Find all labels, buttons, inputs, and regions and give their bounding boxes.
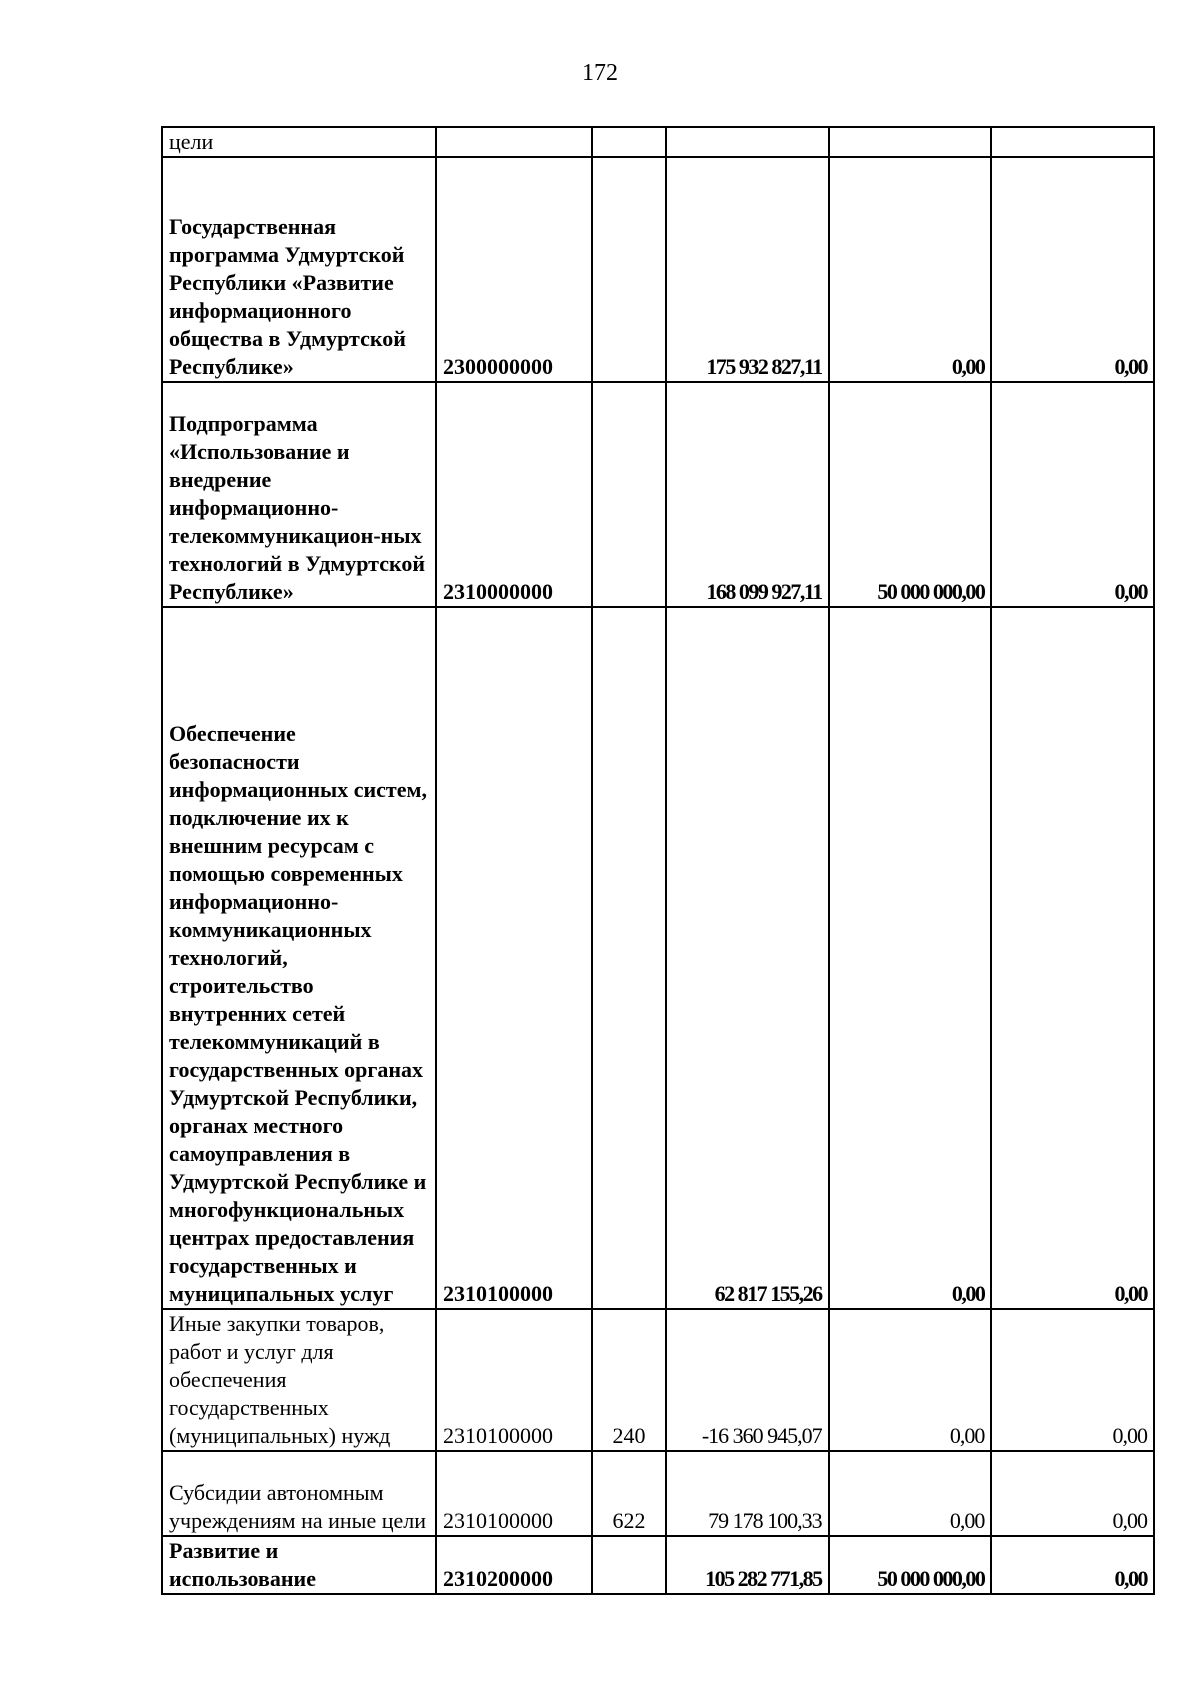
row-amount-2: 0,00 <box>829 607 992 1309</box>
row-amount-3: 0,00 <box>991 1309 1154 1451</box>
row-name: Иные закупки товаров, работ и услуг для обеспечения государственных (муниципальных) нужд <box>162 1309 436 1451</box>
row-amount-1: -16 360 945,07 <box>666 1309 829 1451</box>
row-amount-2 <box>829 127 992 157</box>
table-row <box>162 127 1154 157</box>
row-code: 2310000000 <box>436 382 592 607</box>
row-amount-1: 105 282 771,85 <box>666 1536 829 1594</box>
row-amount-3: 0,00 <box>991 607 1154 1309</box>
row-amount-2: 0,00 <box>829 157 992 382</box>
table-row <box>162 382 1154 607</box>
row-code: 2300000000 <box>436 157 592 382</box>
row-expense-type <box>592 382 666 607</box>
row-name: цели <box>162 127 436 157</box>
table-row <box>162 157 1154 382</box>
row-expense-type <box>592 127 666 157</box>
row-name: Подпрограмма «Использование и внедрение информационно-телекоммуникацион-ных технологий в Удмуртской Республике» <box>162 382 436 607</box>
row-amount-2: 0,00 <box>829 1451 992 1536</box>
row-amount-1: 168 099 927,11 <box>666 382 829 607</box>
row-amount-2: 0,00 <box>829 1309 992 1451</box>
row-code <box>436 127 592 157</box>
row-amount-1 <box>666 127 829 157</box>
row-expense-type: 240 <box>592 1309 666 1451</box>
row-amount-1: 175 932 827,11 <box>666 157 829 382</box>
row-name: Развитие и использование <box>162 1536 436 1594</box>
row-amount-3: 0,00 <box>991 157 1154 382</box>
row-expense-type: 622 <box>592 1451 666 1536</box>
row-name: Государственная программа Удмуртской Республики «Развитие информационного общества в Удмуртской Республике» <box>162 157 436 382</box>
row-amount-1: 79 178 100,33 <box>666 1451 829 1536</box>
table-row <box>162 607 1154 1309</box>
row-expense-type <box>592 157 666 382</box>
row-name: Субсидии автономным учреждениям на иные цели <box>162 1451 436 1536</box>
row-amount-2: 50 000 000,00 <box>829 382 992 607</box>
row-name: Обеспечение безопасности информационных систем, подключение их к внешним ресурсам с помощью современных информационно-коммуникационных технологий, строительство внутренних сетей телекоммуникаций в государственных органах Удмуртской Республики, органах местного самоуправления в Удмуртской Республике и многофункциональных центрах предоставления государственных и муниципальных услуг <box>162 607 436 1309</box>
row-expense-type <box>592 607 666 1309</box>
table-row <box>162 1309 1154 1451</box>
row-amount-3: 0,00 <box>991 1536 1154 1594</box>
row-expense-type <box>592 1536 666 1594</box>
row-code: 2310100000 <box>436 1451 592 1536</box>
page-number: 172 <box>582 60 618 86</box>
row-code: 2310100000 <box>436 607 592 1309</box>
row-amount-3: 0,00 <box>991 382 1154 607</box>
row-amount-1: 62 817 155,26 <box>666 607 829 1309</box>
row-code: 2310100000 <box>436 1309 592 1451</box>
budget-table <box>161 126 1155 1595</box>
row-amount-3 <box>991 127 1154 157</box>
table-row <box>162 1536 1154 1594</box>
table-row <box>162 1451 1154 1536</box>
row-amount-2: 50 000 000,00 <box>829 1536 992 1594</box>
row-code: 2310200000 <box>436 1536 592 1594</box>
row-amount-3: 0,00 <box>991 1451 1154 1536</box>
